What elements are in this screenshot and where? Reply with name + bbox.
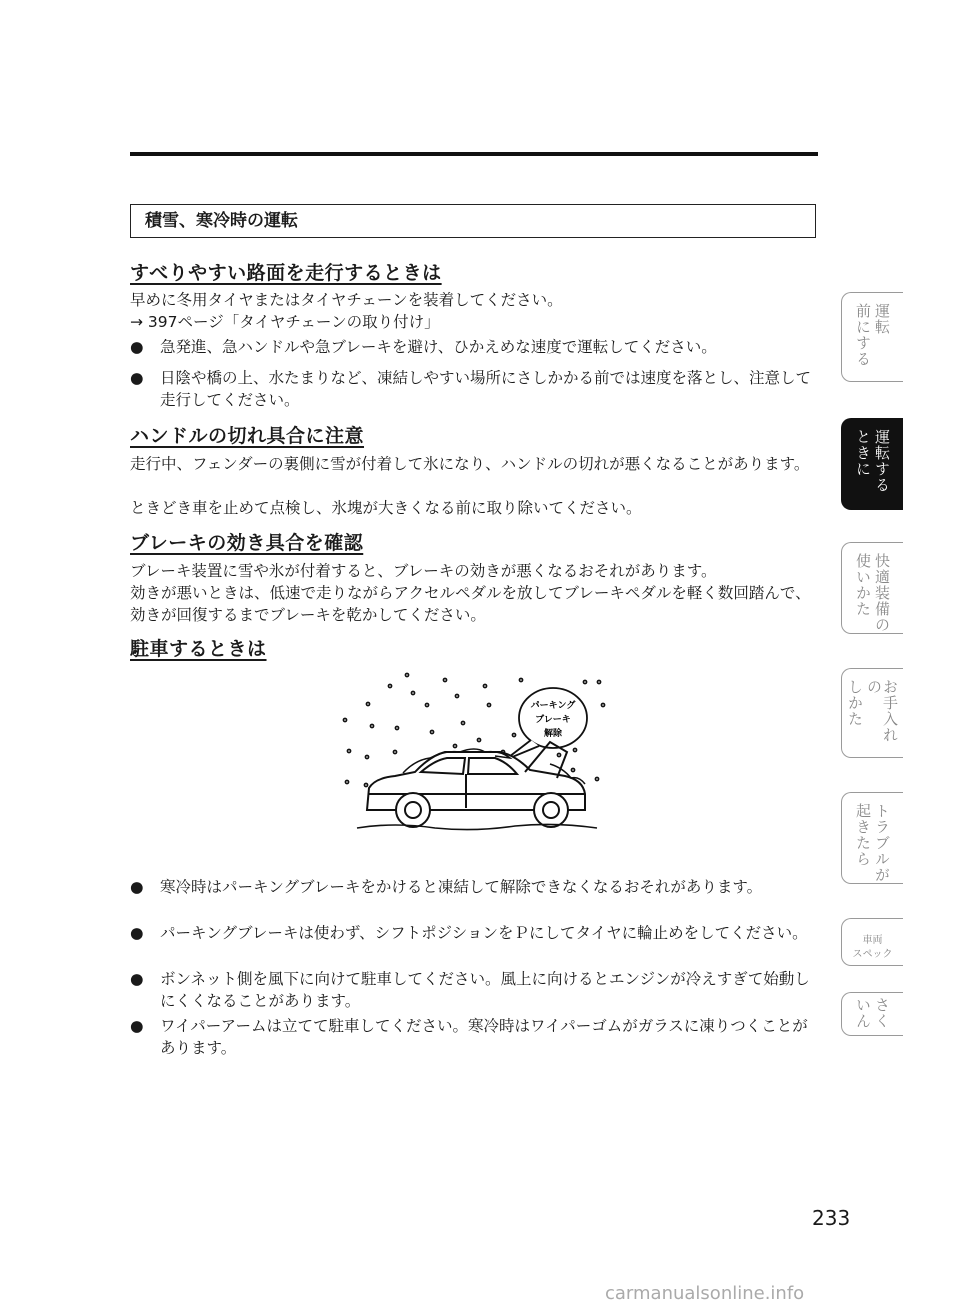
bullet-icon: ● xyxy=(130,369,144,387)
paragraph: ときどき車を止めて点検し、氷塊が大きくなる前に取り除いてください。 xyxy=(130,499,642,517)
paragraph: 効きが悪いときは、低速で走りながらアクセルペダルを放してブレーキペダルを軽く数回踏んで、効きが回復するまでブレーキを乾かしてください。 xyxy=(130,584,811,624)
heading-parking: 駐車するときは xyxy=(130,638,267,660)
list-item: ● ボンネット側を風下に向けて駐車してください。風上に向けるとエンジンが冷えすぎて始動しにくくなることがあります。 xyxy=(130,970,810,1010)
parked-car-in-snow-illustration xyxy=(335,660,625,850)
tab-before-driving[interactable]: 運転 前にする xyxy=(841,292,903,382)
heading-steering: ハンドルの切れ具合に注意 xyxy=(130,425,365,447)
watermark: carmanualsonline.info xyxy=(605,1283,805,1304)
top-rule xyxy=(130,152,818,156)
paragraph: 早めに冬用タイヤまたはタイヤチェーンを装着してください。 xyxy=(130,291,563,309)
heading-brake: ブレーキの効き具合を確認 xyxy=(130,532,364,554)
bullet-icon: ● xyxy=(130,924,144,942)
callout-line: パーキング xyxy=(530,701,576,711)
callout-line: 解除 xyxy=(543,729,563,739)
section-title: 積雪、寒冷時の運転 xyxy=(130,204,816,238)
list-item: ● 寒冷時はパーキングブレーキをかけると凍結して解除できなくなるおそれがあります。 xyxy=(130,878,763,896)
paragraph: 走行中、フェンダーの裏側に雪が付着して氷になり、ハンドルの切れが悪くなることがあります。 xyxy=(130,455,810,473)
tab-index[interactable]: さく いん xyxy=(841,992,903,1036)
bullet-icon: ● xyxy=(130,878,144,896)
bullet-icon: ● xyxy=(130,338,144,356)
reference-link[interactable]: → 397ページ「タイヤチェーンの取り付け」 xyxy=(130,313,440,331)
list-item: ● 急発進、急ハンドルや急ブレーキを避け、ひかえめな速度で運転してください。 xyxy=(130,338,717,356)
callout-line: ブレーキ xyxy=(535,715,571,725)
tab-maintenance[interactable]: お手入れの しかた xyxy=(841,668,903,758)
heading-slippery-road: すべりやすい路面を走行するときは xyxy=(130,262,442,284)
bullet-icon: ● xyxy=(130,1017,144,1035)
tab-comfort-features[interactable]: 快適装備の 使いかた xyxy=(841,542,903,634)
list-item: ● 日陰や橋の上、水たまりなど、凍結しやすい場所にさしかかる前では速度を落とし、注意して走行してください。 xyxy=(130,369,812,409)
list-item: ● ワイパーアームは立てて駐車してください。寒冷時はワイパーゴムがガラスに凍りつくことがあります。 xyxy=(130,1017,808,1057)
tab-troubleshooting[interactable]: トラブルが 起きたら xyxy=(841,792,903,884)
tab-vehicle-specs[interactable]: 車両 スペック xyxy=(841,918,903,966)
page-number: 233 xyxy=(812,1206,851,1230)
bullet-icon: ● xyxy=(130,970,144,988)
list-item: ● パーキングブレーキは使わず、シフトポジションをＰにしてタイヤに輪止めをしてください。 xyxy=(130,924,808,942)
tab-while-driving[interactable]: 運転する ときに xyxy=(841,418,903,510)
paragraph: ブレーキ装置に雪や氷が付着すると、ブレーキの効きが悪くなるおそれがあります。 xyxy=(130,562,717,580)
